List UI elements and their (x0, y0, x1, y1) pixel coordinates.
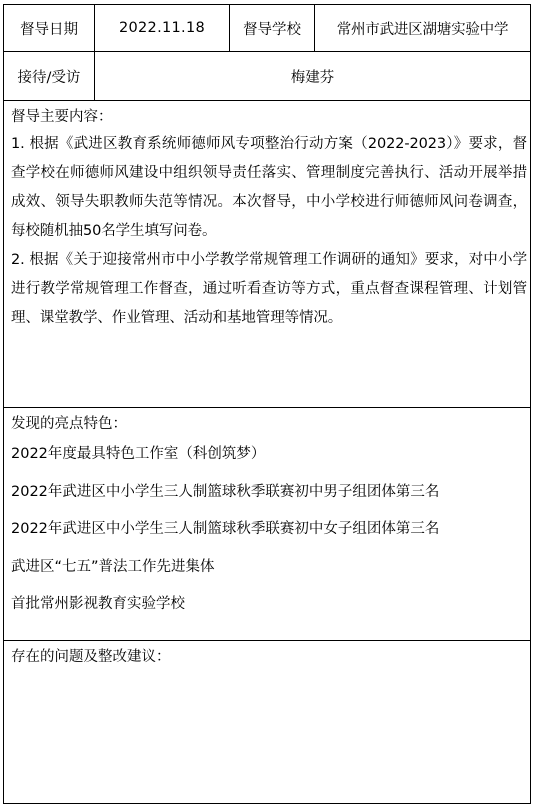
list-item: 2022年武进区中小学生三人制篮球秋季联赛初中女子组团体第三名 (11, 521, 440, 537)
reception-value: 梅建芬 (95, 52, 531, 101)
date-value: 2022.11.18 (95, 5, 230, 52)
content-title: 督导主要内容： (11, 109, 113, 125)
highlights-section (4, 408, 531, 641)
issues-section (4, 641, 531, 804)
list-item: 武进区“七五”普法工作先进集体 (11, 558, 215, 575)
school-value: 常州市武进区湖塘实验中学 (315, 5, 531, 52)
inspection-form-table (3, 4, 531, 804)
list-item: 2022年度最具特色工作室（科创筑梦） (11, 446, 266, 462)
reception-label: 接待/受访 (4, 52, 95, 101)
content-row (4, 101, 531, 408)
school-label: 督导学校 (230, 5, 315, 52)
content-paragraph-1: 1. 根据《武进区教育系统师德师风专项整治行动方案（2022-2023）》要求，督查学校在师德师风建设中组织领导责任落实、管理制度完善执行、活动开展举措成效、领导失职教师失范等情况。本次督导，中小学校进行师德师风问卷调查，每校随机抽50名学生填写问卷。 (11, 136, 527, 239)
header-row (4, 5, 531, 52)
content-paragraph-2: 2. 根据《关于迎接常州市中小学教学常规管理工作调研的通知》要求，对中小学进行教学常规管理工作督查，通过听看查访等方式，重点督查课程管理、计划管理、课堂教学、作业管理、活动和基地管理等情况。 (11, 252, 527, 326)
issues-row (4, 641, 531, 804)
highlights-row (4, 408, 531, 641)
content-section (4, 101, 531, 408)
list-item: 2022年武进区中小学生三人制篮球秋季联赛初中男子组团体第三名 (11, 483, 440, 500)
highlights-title: 发现的亮点特色： (11, 416, 127, 432)
reception-row (4, 52, 531, 101)
list-item: 首批常州影视教育实验学校 (11, 596, 185, 612)
issues-title: 存在的问题及整改建议： (11, 649, 171, 665)
date-label: 督导日期 (4, 5, 95, 52)
highlights-list (11, 436, 527, 624)
